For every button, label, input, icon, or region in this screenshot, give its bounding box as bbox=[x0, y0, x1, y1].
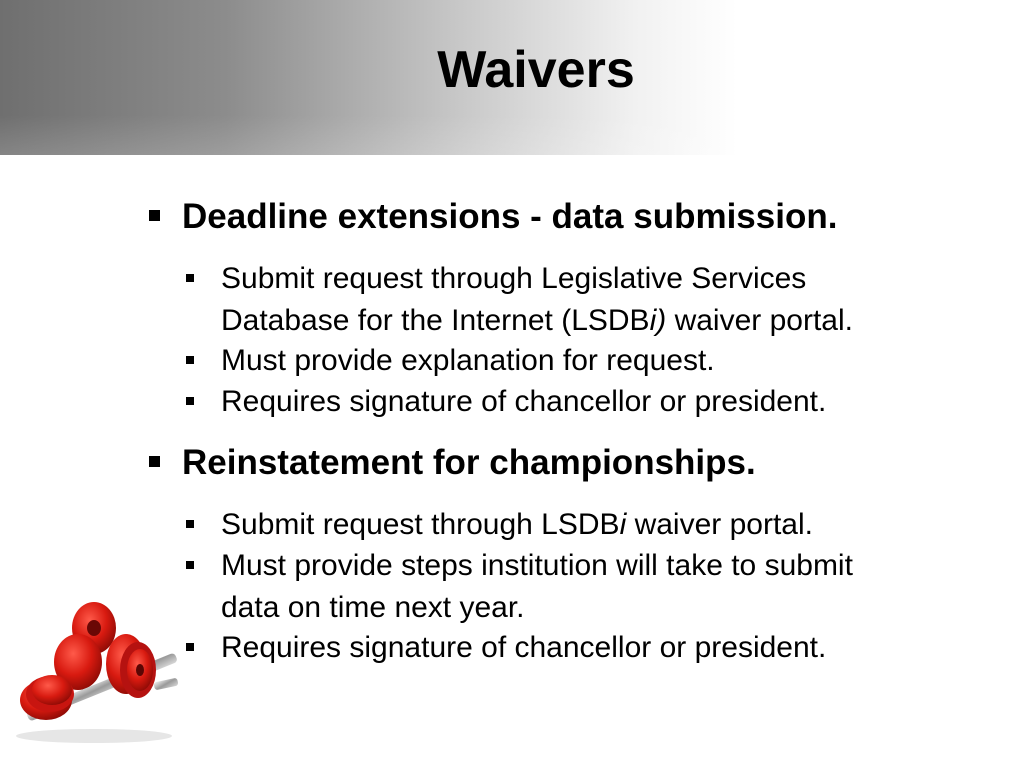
heading-text: Reinstatement for championships. bbox=[182, 443, 756, 482]
bullet-text: Requires signature of chancellor or president. bbox=[221, 631, 827, 664]
text-run: waiver portal. bbox=[626, 508, 813, 541]
square-bullet-icon bbox=[186, 397, 194, 405]
text-run: Submit request through LSDB bbox=[221, 508, 620, 541]
bullet-text: Must provide explanation for request. bbox=[221, 344, 715, 377]
square-bullet-icon bbox=[186, 643, 194, 651]
bullet-text bbox=[221, 504, 961, 546]
text-run: waiver portal. bbox=[666, 304, 853, 337]
bullet-text: Requires signature of chancellor or president. bbox=[221, 385, 827, 418]
bullet-line: Submit request through Legislative Services bbox=[221, 262, 807, 295]
bullet-text bbox=[221, 258, 961, 342]
square-bullet-icon bbox=[186, 520, 194, 528]
slide-title: Waivers bbox=[437, 41, 635, 99]
italic-run: i) bbox=[649, 304, 667, 337]
square-bullet-icon bbox=[186, 561, 194, 569]
bullet-line bbox=[221, 300, 961, 342]
square-bullet-icon bbox=[186, 356, 194, 364]
bullet-line: Must provide steps institution will take to submit bbox=[221, 549, 853, 582]
bullet-text bbox=[221, 545, 961, 629]
square-bullet-icon bbox=[149, 210, 160, 221]
dumbbell-icon bbox=[14, 600, 184, 745]
square-bullet-icon bbox=[149, 456, 160, 467]
square-bullet-icon bbox=[186, 274, 194, 282]
bullet-line: data on time next year. bbox=[221, 591, 525, 624]
heading-text: Deadline extensions - data submission. bbox=[182, 197, 838, 236]
italic-run: i bbox=[619, 508, 627, 541]
text-run: Database for the Internet (LSDB bbox=[221, 304, 650, 337]
